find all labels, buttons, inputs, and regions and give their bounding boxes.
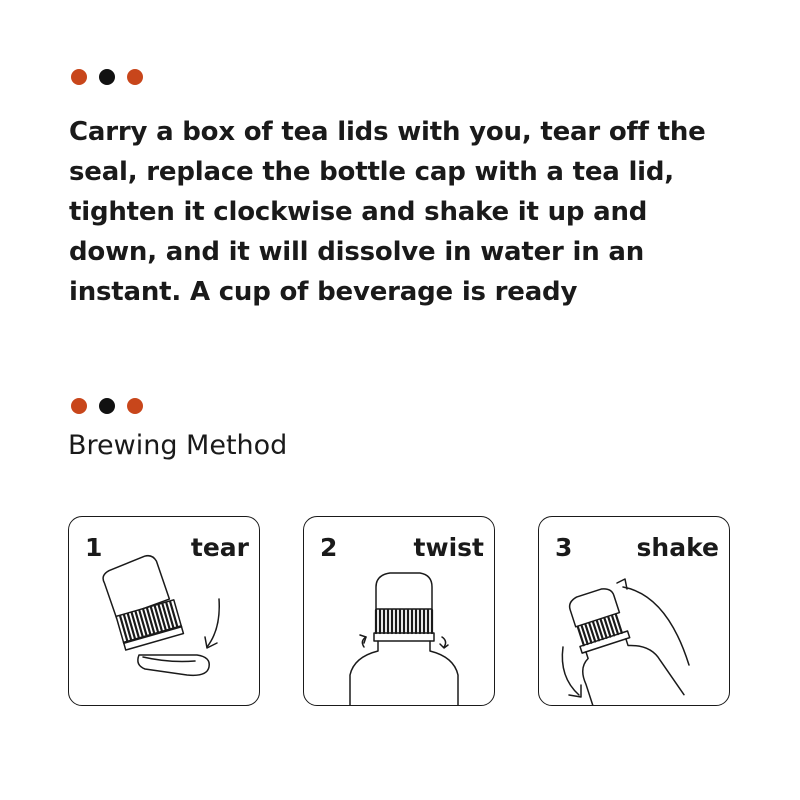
step-number: 2 bbox=[320, 533, 338, 562]
orange-dot bbox=[71, 398, 87, 414]
step-label: twist bbox=[413, 533, 484, 562]
decorative-dots bbox=[71, 69, 143, 85]
black-dot bbox=[99, 398, 115, 414]
brewing-method-title: Brewing Method bbox=[68, 430, 288, 461]
step-label: tear bbox=[190, 533, 249, 562]
step-card-tear bbox=[68, 516, 260, 706]
intro-text: Carry a box of tea lids with you, tear off the seal, replace the bottle cap with a tea lid, tighten it clockwise and shake it up and down, and it will dissolve in water in an instant. A cup of beverage is ready bbox=[69, 117, 706, 307]
orange-dot bbox=[127, 69, 143, 85]
step-card-twist bbox=[303, 516, 495, 706]
step-card-shake bbox=[538, 516, 730, 706]
orange-dot bbox=[71, 69, 87, 85]
black-dot bbox=[99, 69, 115, 85]
step-label: shake bbox=[636, 533, 719, 562]
decorative-dots bbox=[71, 398, 143, 414]
step-number: 3 bbox=[555, 533, 573, 562]
step-number: 1 bbox=[85, 533, 103, 562]
orange-dot bbox=[127, 398, 143, 414]
